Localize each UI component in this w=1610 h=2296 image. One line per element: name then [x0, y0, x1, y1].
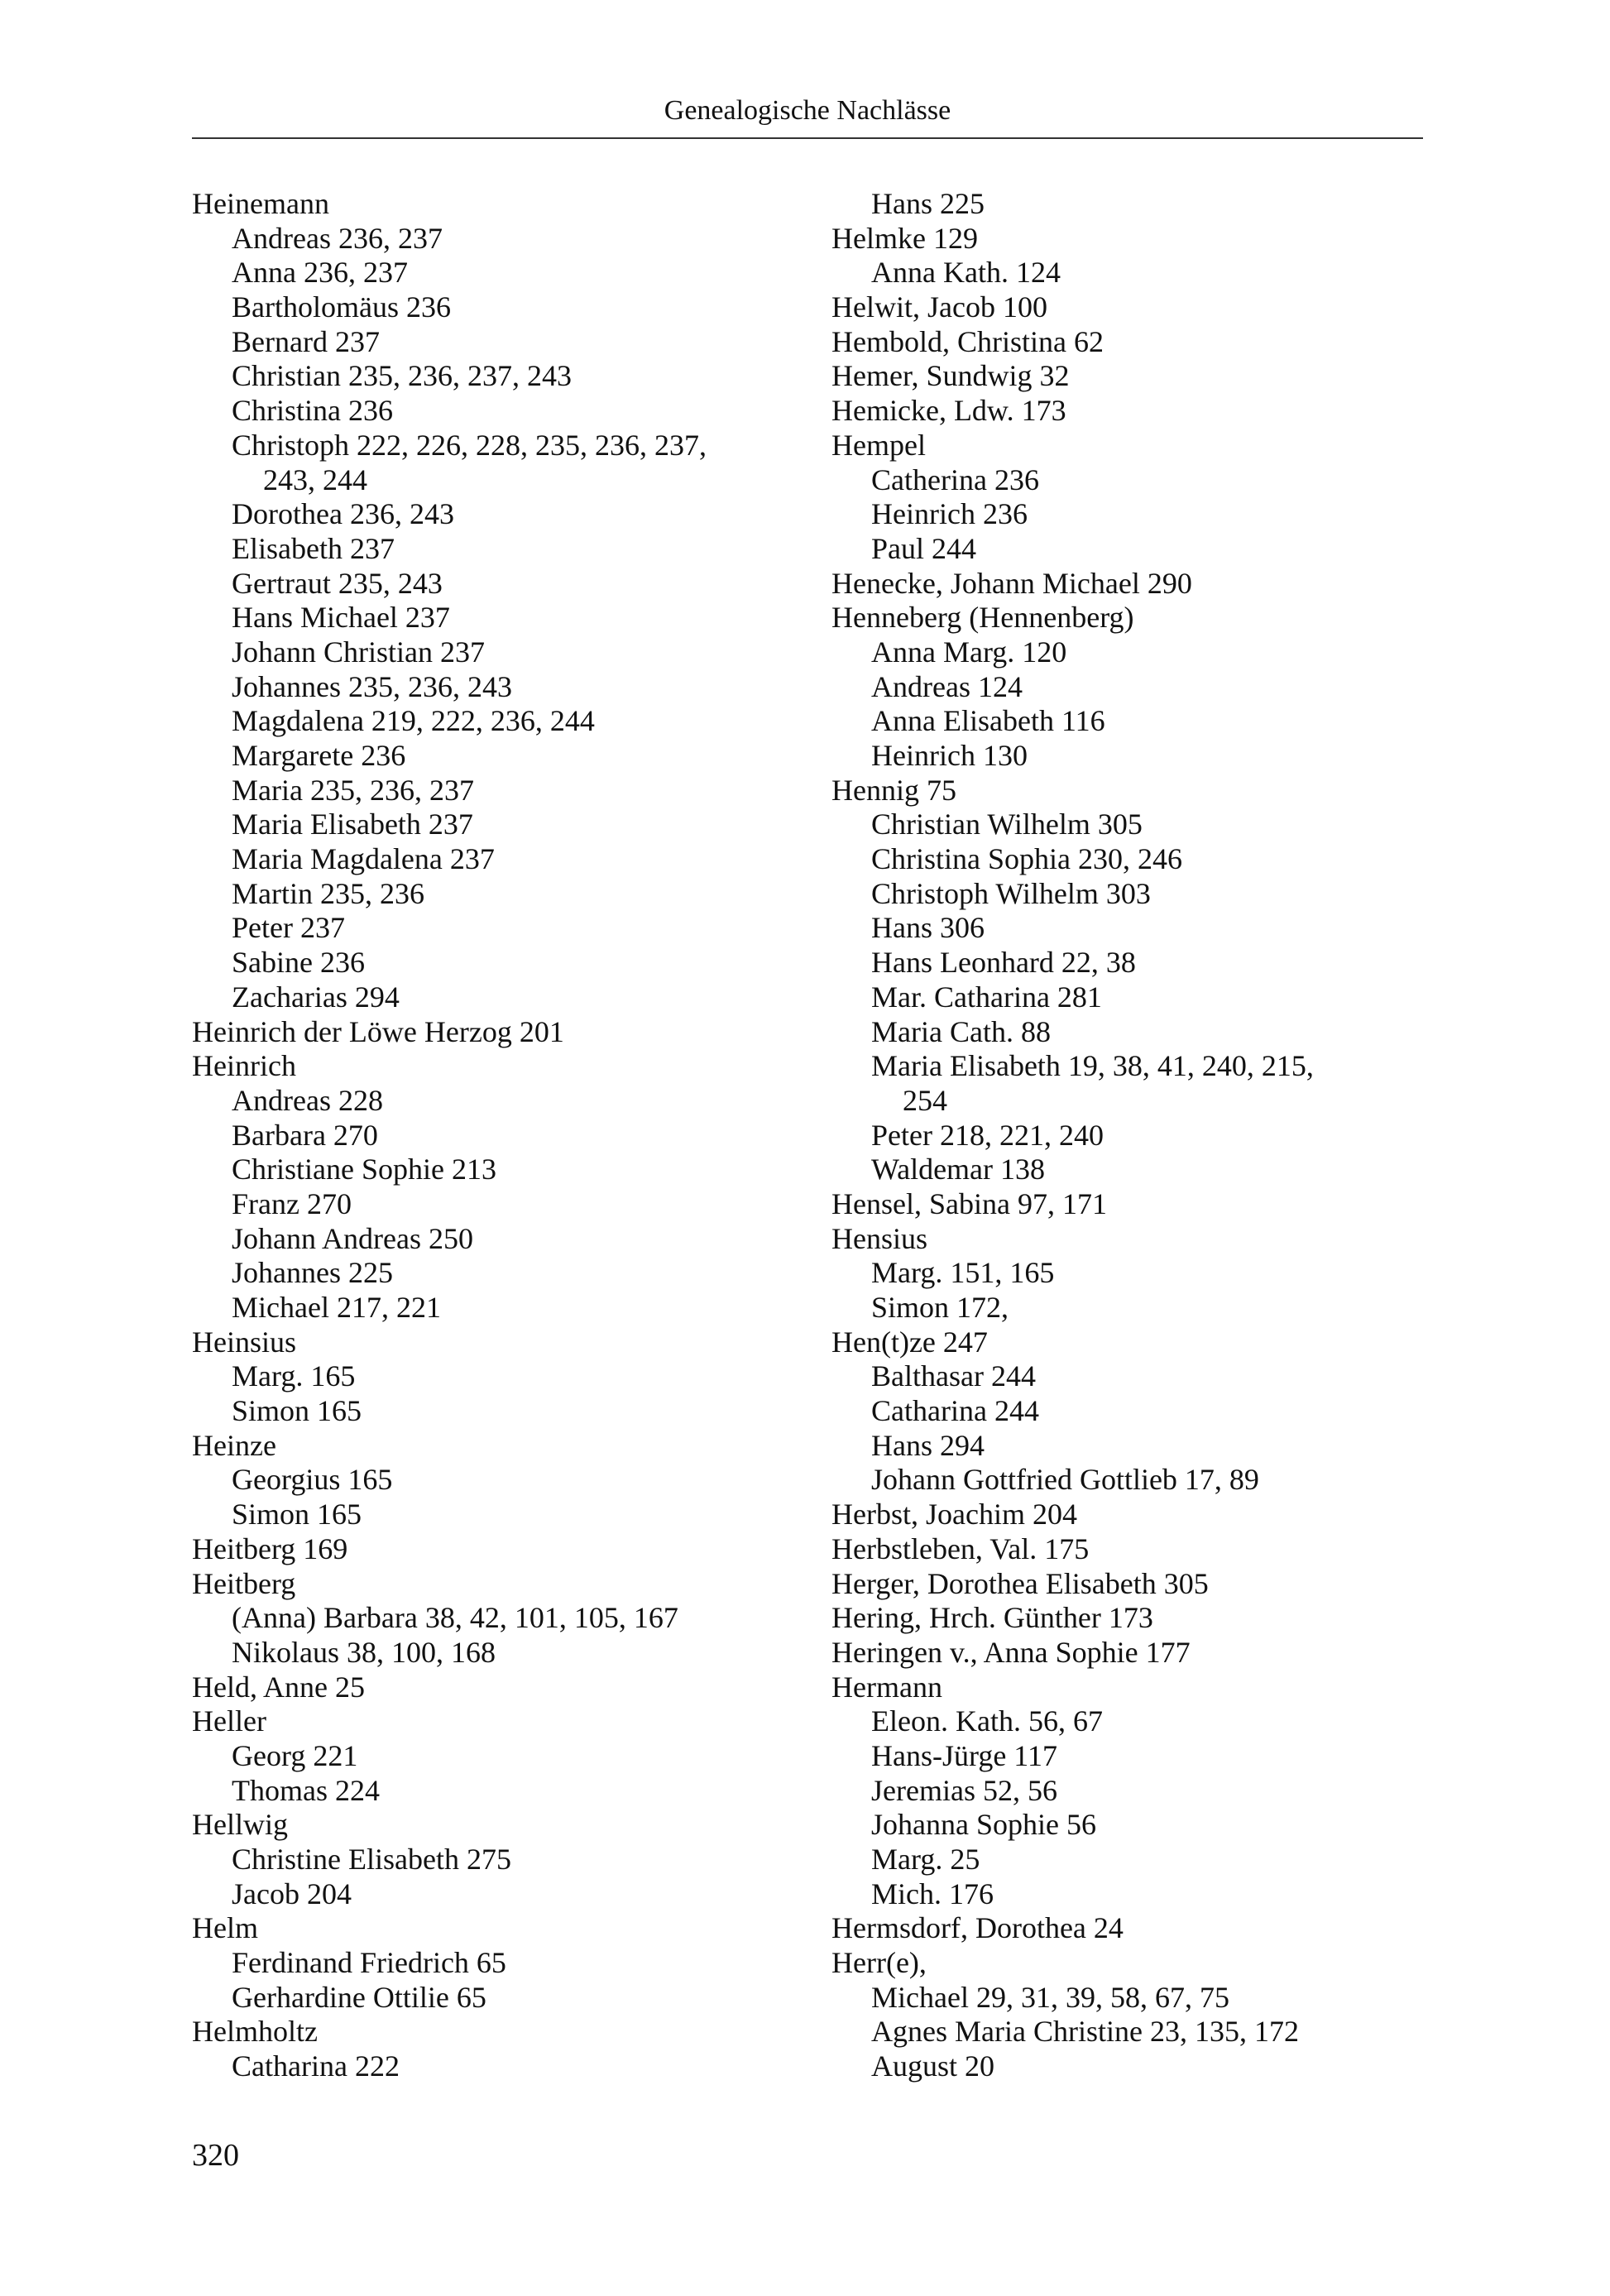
index-entry: Heinsius	[192, 1325, 296, 1359]
index-subentry: Georgius 165	[232, 1463, 393, 1497]
index-subentry: Johanna Sophie 56	[871, 1808, 1096, 1842]
index-subentry: Christoph Wilhelm 303	[871, 876, 1151, 910]
index-subentry: Christiane Sophie 213	[232, 1153, 496, 1186]
index-subentry: Agnes Maria Christine 23, 135, 172	[871, 2015, 1299, 2049]
index-subentry: Mar. Catharina 281	[871, 980, 1102, 1014]
index-entry: Hemicke, Ldw. 173	[831, 394, 1066, 428]
index-subentry: Maria 235, 236, 237	[232, 773, 474, 807]
index-subentry: Catharina 222	[232, 2049, 400, 2083]
index-entry: Heitberg 169	[192, 1531, 348, 1565]
index-subentry: Simon 172,	[871, 1291, 1009, 1324]
index-subentry: Hans 294	[871, 1428, 985, 1462]
index-entry: Henecke, Johann Michael 290	[831, 566, 1192, 600]
index-subentry: Anna Marg. 120	[871, 635, 1067, 669]
index-subentry: Paul 244	[871, 531, 977, 565]
index-subentry: Eleon. Kath. 56, 67	[871, 1704, 1103, 1738]
index-subentry: Martin 235, 236	[232, 876, 424, 910]
index-subentry: Andreas 124	[871, 669, 1023, 703]
index-subentry: Marg. 151, 165	[871, 1256, 1055, 1290]
index-subentry: Christian Wilhelm 305	[871, 808, 1143, 841]
index-subentry: Mich. 176	[871, 1877, 994, 1910]
index-entry: Held, Anne 25	[192, 1670, 365, 1704]
index-entry: Herbst, Joachim 204	[831, 1498, 1077, 1531]
index-subentry: Barbara 270	[232, 1118, 378, 1152]
index-entry: Hermann	[831, 1670, 942, 1704]
index-subentry: Margarete 236	[232, 739, 406, 772]
index-entry: Heitberg	[192, 1566, 296, 1600]
index-subentry: Michael 29, 31, 39, 58, 67, 75	[871, 1980, 1229, 2014]
header-rule	[192, 137, 1423, 139]
index-subentry: Christoph 222, 226, 228, 235, 236, 237,	[232, 428, 707, 462]
index-continuation: 243, 244	[263, 463, 367, 496]
index-subentry: Christine Elisabeth 275	[232, 1843, 511, 1876]
index-subentry: Jacob 204	[232, 1877, 352, 1910]
index-subentry: Dorothea 236, 243	[232, 497, 454, 531]
index-subentry: Maria Elisabeth 237	[232, 808, 473, 841]
index-subentry: Catharina 244	[871, 1394, 1039, 1428]
index-entry: Herger, Dorothea Elisabeth 305	[831, 1566, 1209, 1600]
index-entry: Hellwig	[192, 1808, 288, 1842]
index-entry: Hering, Hrch. Günther 173	[831, 1601, 1153, 1635]
index-column-right	[831, 187, 1314, 2084]
running-header: Genealogische Nachlässe	[664, 95, 951, 126]
index-subentry: Sabine 236	[232, 946, 365, 980]
index-entry: Herbstleben, Val. 175	[831, 1531, 1090, 1565]
index-subentry: Marg. 165	[232, 1359, 356, 1393]
index-subentry: Christina 236	[232, 394, 393, 428]
index-subentry: Balthasar 244	[871, 1359, 1036, 1393]
index-entry: Helmholtz	[192, 2015, 318, 2049]
index-subentry: Hans 306	[871, 911, 985, 945]
index-subentry: Maria Cath. 88	[871, 1014, 1051, 1048]
index-subentry: Gertraut 235, 243	[232, 566, 443, 600]
index-subentry: Marg. 25	[871, 1843, 980, 1876]
index-entry: Helmke 129	[831, 221, 978, 255]
index-subentry: Peter 218, 221, 240	[871, 1118, 1104, 1152]
index-subentry: Nikolaus 38, 100, 168	[232, 1635, 496, 1669]
index-subentry: Anna Kath. 124	[871, 256, 1061, 290]
index-subentry: Johannes 225	[232, 1256, 393, 1290]
index-subentry: Franz 270	[232, 1186, 352, 1220]
index-subentry: Johann Christian 237	[232, 635, 485, 669]
index-subentry: Anna Elisabeth 116	[871, 704, 1105, 738]
index-subentry: Waldemar 138	[871, 1153, 1046, 1186]
index-entry: Helm	[192, 1911, 258, 1945]
index-entry: Heller	[192, 1704, 266, 1738]
index-entry: Hensel, Sabina 97, 171	[831, 1186, 1107, 1220]
index-subentry: Andreas 236, 237	[232, 221, 443, 255]
page-number: 320	[192, 2138, 239, 2173]
index-continuation: 254	[903, 1083, 947, 1117]
index-subentry: Bartholomäus 236	[232, 290, 451, 324]
index-column-left	[192, 187, 707, 2084]
index-subentry: Heinrich 130	[871, 739, 1028, 772]
index-subentry: Johannes 235, 236, 243	[232, 669, 512, 703]
index-subentry: Ferdinand Friedrich 65	[232, 1946, 506, 1980]
index-entry: Hembold, Christina 62	[831, 324, 1104, 358]
index-entry: Heinemann	[192, 187, 329, 220]
index-subentry: Gerhardine Ottilie 65	[232, 1980, 486, 2014]
index-subentry: Bernard 237	[232, 324, 380, 358]
index-subentry: Hans Leonhard 22, 38	[871, 946, 1136, 980]
index-subentry: Christian 235, 236, 237, 243	[232, 359, 572, 393]
index-subentry: Hans 225	[871, 187, 985, 220]
index-subentry: Elisabeth 237	[232, 531, 395, 565]
index-subentry: Catherina 236	[871, 463, 1039, 496]
index-entry: Hermsdorf, Dorothea 24	[831, 1911, 1124, 1945]
index-subentry: August 20	[871, 2049, 995, 2083]
index-subentry: Hans-Jürge 117	[871, 1738, 1057, 1772]
index-entry: Heinrich	[192, 1049, 296, 1083]
index-subentry: (Anna) Barbara 38, 42, 101, 105, 167	[232, 1601, 678, 1635]
index-entry: Hen(t)ze 247	[831, 1325, 988, 1359]
index-subentry: Simon 165	[232, 1498, 362, 1531]
index-subentry: Hans Michael 237	[232, 601, 450, 635]
index-entry: Herr(e),	[831, 1946, 927, 1980]
index-subentry: Magdalena 219, 222, 236, 244	[232, 704, 595, 738]
index-entry: Hempel	[831, 428, 926, 462]
index-subentry: Anna 236, 237	[232, 256, 408, 290]
index-subentry: Georg 221	[232, 1738, 358, 1772]
index-subentry: Maria Magdalena 237	[232, 842, 495, 876]
index-subentry: Maria Elisabeth 19, 38, 41, 240, 215,	[871, 1049, 1314, 1083]
index-subentry: Michael 217, 221	[232, 1291, 441, 1324]
index-entry: Hensius	[831, 1221, 927, 1255]
index-entry: Heinze	[192, 1428, 276, 1462]
index-subentry: Jeremias 52, 56	[871, 1773, 1057, 1807]
index-entry: Hennig 75	[831, 773, 956, 807]
index-subentry: Johann Andreas 250	[232, 1221, 473, 1255]
index-entry: Heinrich der Löwe Herzog 201	[192, 1014, 564, 1048]
index-subentry: Thomas 224	[232, 1773, 380, 1807]
index-subentry: Andreas 228	[232, 1083, 383, 1117]
index-subentry: Simon 165	[232, 1394, 362, 1428]
index-entry: Helwit, Jacob 100	[831, 290, 1047, 324]
index-entry: Henneberg (Hennenberg)	[831, 601, 1134, 635]
index-entry: Heringen v., Anna Sophie 177	[831, 1635, 1191, 1669]
index-subentry: Christina Sophia 230, 246	[871, 842, 1182, 876]
index-subentry: Heinrich 236	[871, 497, 1028, 531]
index-subentry: Johann Gottfried Gottlieb 17, 89	[871, 1463, 1259, 1497]
index-subentry: Peter 237	[232, 911, 345, 945]
index-entry: Hemer, Sundwig 32	[831, 359, 1070, 393]
index-subentry: Zacharias 294	[232, 980, 400, 1014]
